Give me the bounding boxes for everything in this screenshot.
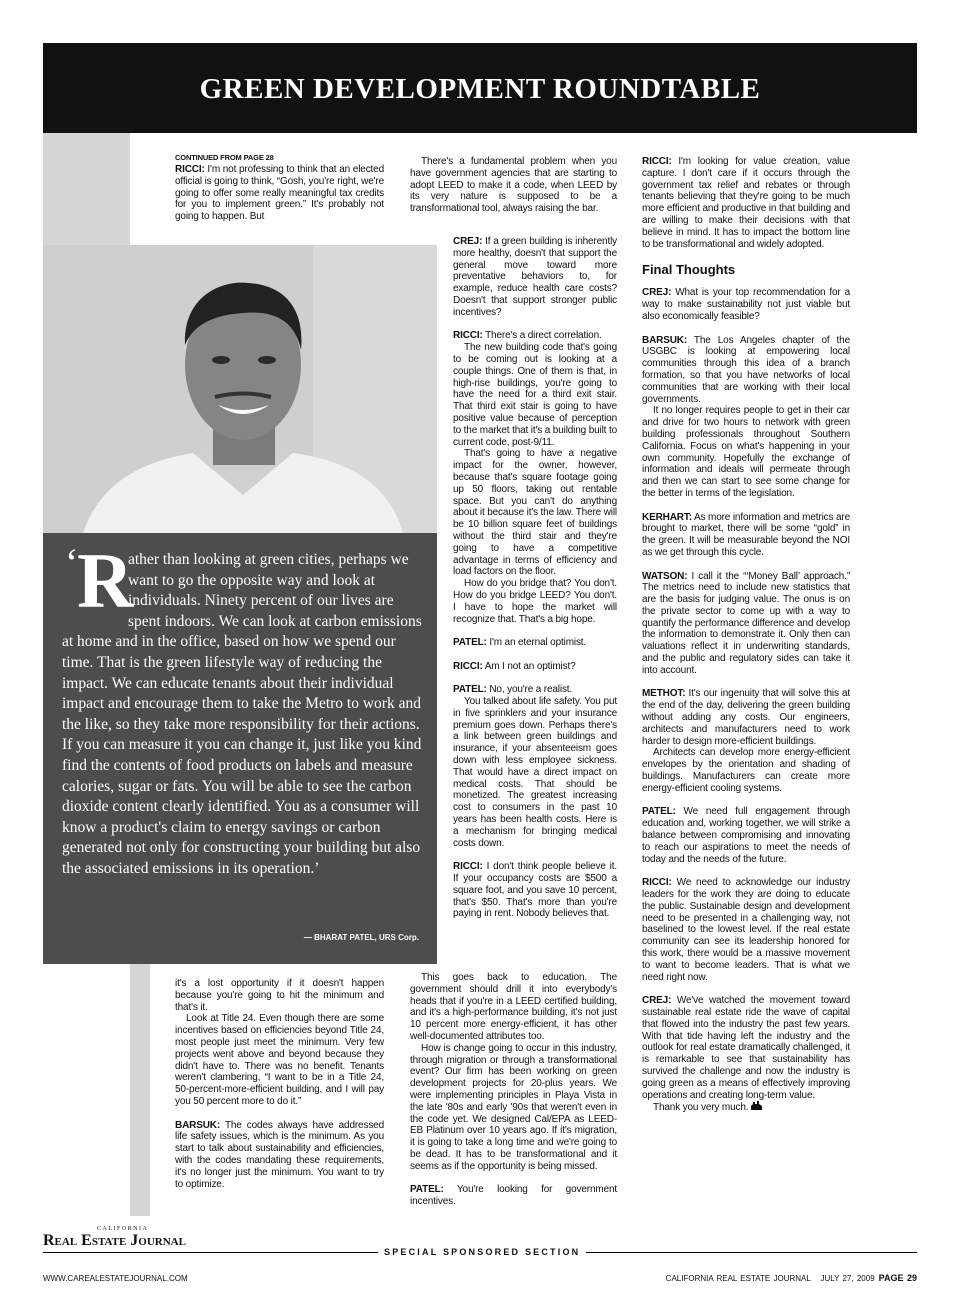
speaker: RICCI:: [642, 156, 672, 167]
speaker: RICCI:: [642, 877, 672, 889]
paragraph: RICCI: Am I not an optimist?: [453, 660, 576, 672]
page-info: CALIFORNIA REAL ESTATE JOURNAL JULY 27, 2009 PAGE 29: [665, 1273, 917, 1283]
paragraph: It no longer requires people to get in their car and drive for two hours to network with green building professionals throughout Southern California. Focus on what's happening in your own community. Hopefully the exchange of information and ideals will permeate through and then we can start to see some change for the better in terms of the legislation.: [642, 405, 850, 499]
speaker: RICCI:: [453, 861, 483, 873]
section-label: SPECIAL SPONSORED SECTION: [378, 1246, 586, 1258]
section-heading: Final Thoughts: [642, 262, 736, 278]
speaker: CREJ:: [642, 287, 672, 299]
continued-label: CONTINUED FROM PAGE 28: [175, 153, 274, 162]
paragraph: RICCI: I don't think people believe it. If your occupancy costs are $500 a square foot, and you save 10 percent, that's $50. That's more than you're paying in rent. Nobody believes that.: [453, 861, 617, 920]
decorative-bar: [43, 133, 130, 245]
column-2-middle: [453, 236, 617, 920]
column-1-top: [175, 153, 384, 223]
column-3: [642, 156, 850, 1114]
paragraph: RICCI: I'm not professing to think that an elected official is going to think, “Gosh, you're right, we're going to offer some really meaningful tax credits for you to implement green.” It's probably not going to happen. But: [175, 164, 384, 223]
paragraph: BARSUK: The Los Angeles chapter of the USGBC is looking at empowering local communities through this idea of a branch formation, so that you have networks of local communities that are working with their local governments.: [642, 334, 850, 405]
paragraph: PATEL: You're looking for government incentives.: [410, 1184, 617, 1208]
pull-quote: [43, 533, 437, 964]
paragraph: That's going to have a negative impact for the owner, however, because that's square footage going up 50 floors, taking out rentable space. But you can't do anything about it because it's the law. There will be 10 billion square feet of buildings without the third stair and they're going to have a competitive advantage in terms of efficiency and load factors on the floor.: [453, 448, 618, 578]
speaker: PATEL:: [453, 684, 487, 696]
quote-mark: ‘: [65, 540, 79, 585]
speaker: WATSON:: [642, 570, 688, 582]
speaker: RICCI:: [175, 164, 205, 175]
section-banner: GREEN DEVELOPMENT ROUNDTABLE: [43, 43, 917, 133]
paragraph: RICCI: I'm looking for value creation, value capture. I don't care if it occurs through the government tax relief and rebates or through tenants believing that they're going to be much more efficient and productive in that building and are willing to make their decisions with that believe in mind. It has to impact the bottom line to be transformational and widely adopted.: [642, 156, 850, 250]
paragraph: The new building code that's going to be coming out is looking at a couple things. One of them is that, in high-rise buildings, you're going to have the need for a third exit stair. That third exit stair is going to have positive value because of perception to the market that it's a building built to current code, post-9/11.: [453, 342, 617, 448]
paragraph: METHOT: It's our ingenuity that will solve this at the end of the day, delivering the green building without adding any costs. Our engineers, architects and manufacturers need to work harder to design more-efficient buildings.: [642, 688, 850, 747]
portrait-image: [43, 245, 437, 533]
paragraph: PATEL: No, you're a realist.: [453, 684, 573, 696]
decorative-bar: [130, 964, 150, 1216]
column-2-bottom: [410, 972, 617, 1208]
speaker: RICCI:: [453, 660, 483, 672]
speaker: CREJ:: [453, 236, 483, 247]
speaker: PATEL:: [642, 806, 676, 818]
paragraph: it's a lost opportunity if it doesn't happen because you're going to hit the minimum and that's it.: [175, 978, 384, 1013]
page-number: PAGE 29: [878, 1273, 917, 1283]
journal-logo: CALIFORNIA Real Estate Journal: [43, 1226, 186, 1249]
speaker: BARSUK:: [642, 334, 688, 346]
paragraph: PATEL: I'm an eternal optimist.: [453, 637, 587, 649]
paragraph: RICCI: We need to acknowledge our industry leaders for the work they are doing to educate the public. Sustainable design and development need to be presented in a challenging way, not baselined to the lowest level. If the real estate community can see its leadership honored for this work, there would be a massive movement to want to become leaders. That is what we need right now.: [642, 877, 850, 983]
quote-attribution: — BHARAT PATEL, URS Corp.: [303, 933, 419, 942]
paragraph: RICCI: There's a direct correlation.: [453, 330, 602, 342]
quote-text: ather than looking at green cities, perhaps we want to go the opposite way and look at individuals. Ninety percent of our lives are spent indoors. We can look at carbon emissions at home and in the office, based on how we spend our time. That is the green lifestyle way of reducing the impact. We can educate tenants about their individual impact and encourage them to take the Metro to work and the like, so they take more responsibility for their actions. If you can measure it you can change it, just like you kind find the contents of food products on labels and measure calories, sugar or fats. You will be able to see the carbon dioxide content clearly identified. You as a consumer will know a product's claim to energy savings or carbon generated not only for constructing your building but also the associated emissions in its operation.’: [62, 551, 422, 877]
paragraph: This goes back to education. The government should drill it into everybody's heads that if you're in a LEED certified building, and it's a high-performance building, it's not just 10 percent more energy-efficient, it has other well-documented attributes too.: [410, 972, 617, 1042]
website-link[interactable]: WWW.CAREALESTATEJOURNAL.COM: [43, 1274, 188, 1283]
paragraph: WATSON: I call it the “‘Money Ball’ approach.” The metrics need to include new statistics that are the basis for judging value. The onus is on the private sector to come up with a way to quantify the performance difference and develop the information to demonstrate it. Only then can valuations reflect it in underwriting standards, and the public and regulatory sides can take it into account.: [642, 570, 850, 676]
paragraph: Look at Title 24. Even though there are some incentives based on efficiencies beyond Title 24, most people just meet the minimum. Very few projects went above and beyond because they didn't have to. There was no benefit. Tenants weren't clambering, “I want to be in a Title 24, 50-percent-more-efficient building, and I will pay you 50 percent more to do it.”: [175, 1013, 384, 1107]
paragraph: Thank you very much.: [642, 1101, 850, 1114]
paragraph: CREJ: If a green building is inherently more healthy, doesn't that support the general move toward more preventative behaviors to, for example, reduce health care costs? Doesn't that support stronger public incentives?: [453, 236, 617, 318]
paragraph: There's a fundamental problem when you have government agencies that are starting to adopt LEED to make it a code, when LEED by its very nature is supposed to be a transformational tool, always raising the bar.: [410, 156, 617, 215]
speaker: PATEL:: [410, 1184, 444, 1196]
paragraph: CREJ: We've watched the movement toward sustainable real estate ride the wave of capital that flowed into the industry the past few years. With that tide having left the industry and the outlook for real estate dramatically challenged, it is remarkable to see that sustainability has survived the challenge and now the industry is going green as a means of effectively improving operations and creating long-term value.: [642, 995, 850, 1101]
speaker: PATEL:: [453, 637, 487, 649]
speaker: CREJ:: [642, 995, 672, 1007]
speaker: KERHART:: [642, 511, 692, 523]
paragraph: You talked about life safety. You put in five sprinklers and your insurance premium goes down. Perhaps there's a link between green buildings and insurance, if your absenteeism goes down with less employee sickness. That would have a direct impact on medical costs. That should be monetized. The greatest increasing cost to consumers in the past 10 years has been health costs. Here is a mechanism for bringing medical costs down.: [453, 696, 617, 849]
end-mark-icon: [751, 1101, 762, 1110]
portrait-photo: [43, 245, 437, 533]
drop-cap: R: [77, 537, 134, 624]
paragraph: How do you bridge that? You don't. How do you bridge LEED? You don't. I have to hope the market will recognize that. That's a big hope.: [453, 578, 617, 625]
paragraph: KERHART: As more information and metrics are brought to market, there will be some “gold” in the green. It will be measurable beyond the NOI as we get through this cycle.: [642, 511, 850, 558]
speaker: METHOT:: [642, 688, 686, 700]
speaker: RICCI:: [453, 330, 483, 342]
column-1-bottom: [175, 978, 384, 1190]
column-2-top: [410, 156, 617, 215]
paragraph: BARSUK: The codes always have addressed life safety issues, which is the minimum. As you start to talk about sustainability and efficiencies, with the codes mandating these requirements, it's no longer just the minimum. You want to try to optimize.: [175, 1119, 384, 1190]
paragraph: Architects can develop more energy-efficient envelopes by the orientation and shading of buildings. Manufacturers can create more energy-efficient cooling systems.: [642, 747, 850, 794]
speaker: BARSUK:: [175, 1119, 221, 1131]
paragraph: PATEL: We need full engagement through education and, working together, we will strike a balance between compromising and innovating to reach our aspirations to meet the needs of today and the needs of the future.: [642, 806, 850, 865]
paragraph: CREJ: What is your top recommendation for a way to make sustainability not just viable but also economically feasible?: [642, 287, 850, 322]
paragraph: How is change going to occur in this industry, through migration or through a transformational event? Our firm has been working on green development projects for 20-plus years. We were implementing principles in Playa Vista in the late '80s and early '90s that weren't even in the code yet. We designed Cal/EPA as LEED-EB Platinum over 10 years ago. If it's migration, it is going to take a long time and we're going to be dead. It has to be transformational and it seems as if the opportunity is being missed.: [410, 1042, 617, 1172]
